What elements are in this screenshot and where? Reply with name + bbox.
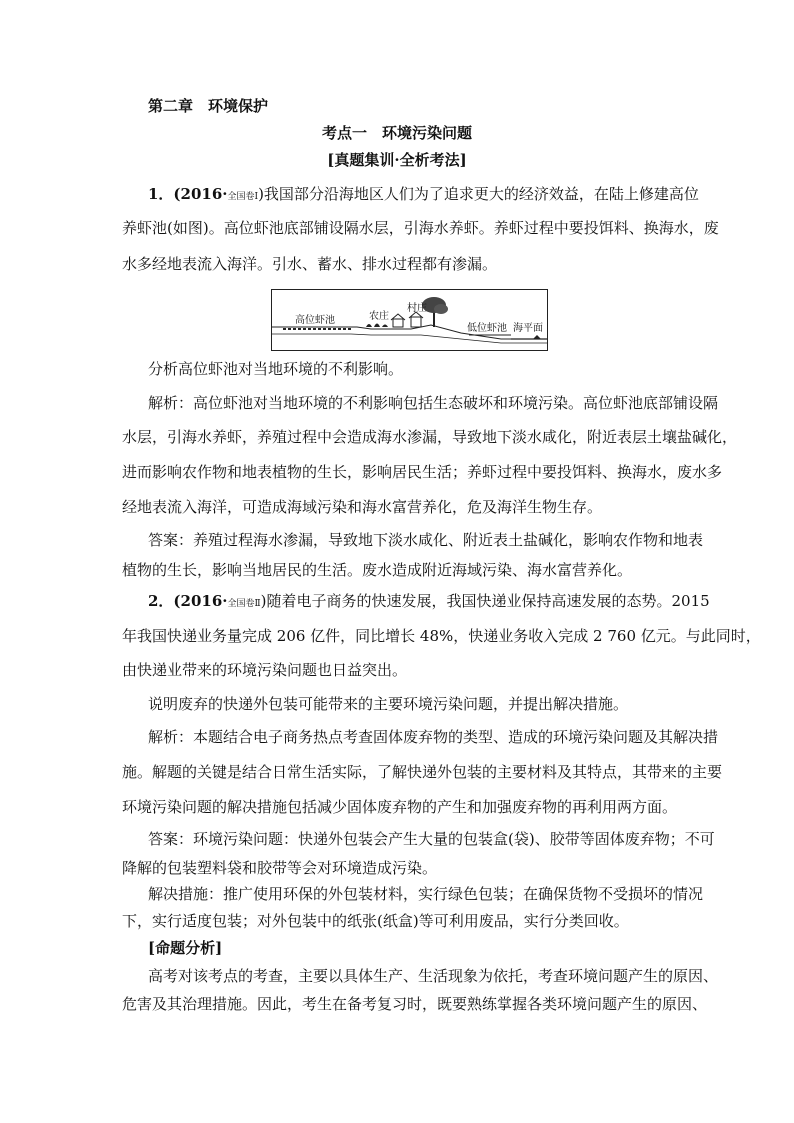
q2-line3: 由快递业带来的环境污染问题也日益突出。 <box>122 661 408 679</box>
diagram-svg <box>271 289 548 351</box>
analysis-tag: [命题分析] <box>148 939 223 957</box>
label-high-pond: 高位虾池 <box>295 315 335 326</box>
q2-line1 <box>148 591 710 614</box>
q2-answer-line: 解决措施：推广使用环保的外包装材料，实行绿色包装；在确保货物不受损坏的情况 <box>148 885 704 903</box>
section-tag: [真题集训·全析考法] <box>327 151 467 169</box>
q1-answer-line: 答案：养殖过程海水渗漏，导致地下淡水咸化、附近表土盐碱化，影响农作物和地表 <box>148 531 704 549</box>
q1-number: 1．(2016· <box>148 185 228 203</box>
q1-analysis-line: 经地表流入海洋，可造成海域污染和海水富营养化，危及海洋生物生存。 <box>122 498 603 516</box>
analysis-section-line: 危害及其治理措施。因此，考生在备考复习时，既要熟练掌握各类环境问题产生的原因、 <box>122 995 708 1013</box>
q1-source: 全国卷Ⅰ <box>227 192 259 202</box>
analysis-section-line: 高考对该考点的考查，主要以具体生产、生活现象为依托，考查环境问题产生的原因、 <box>148 967 719 985</box>
chapter-heading: 第二章 环境保护 <box>148 97 269 115</box>
q1-answer-line: 植物的生长，影响当地居民的生活。废水造成附近海域污染、海水富营养化。 <box>122 561 633 579</box>
q1-analysis-line: 进而影响农作物和地表植物的生长，影响居民生活；养虾过程中要投饵料、换海水，废水多 <box>122 463 723 481</box>
q2-answer-line: 下，实行适度包装；对外包装中的纸张(纸盒)等可利用废品，实行分类回收。 <box>122 912 629 930</box>
q2-line2: 年我国快递业务量完成 206 亿件，同比增长 48%，快递业务收入完成 2 760 亿元。与此同时， <box>122 627 761 645</box>
q2-number: 2．(2016· <box>148 592 228 610</box>
q1-line2: 养虾池(如图)。高位虾池底部铺设隔水层，引海水养虾。养虾过程中要投饵料、换海水，废 <box>122 219 719 237</box>
q2-analysis-line: 环境污染问题的解决措施包括减少固体废弃物的产生和加强废弃物的再利用两方面。 <box>122 798 678 816</box>
q2-analysis-line: 施。解题的关键是结合日常生活实际，了解快递外包装的主要材料及其特点，其带来的主要 <box>122 763 723 781</box>
q1-line1-text: )我国部分沿海地区人们为了追求更大的经济效益，在陆上修建高位 <box>258 185 699 203</box>
q1-analysis-line: 水层，引海水养虾，养殖过程中会造成海水渗漏，导致地下淡水咸化，附近表层土壤盐碱化， <box>122 428 738 446</box>
q2-answer-line: 降解的包装塑料袋和胶带等会对环境造成污染。 <box>122 859 438 877</box>
label-farm: 农庄 <box>369 311 389 322</box>
q2-source: 全国卷Ⅱ <box>227 599 261 609</box>
q2-answer-line: 答案：环境污染问题：快递外包装会产生大量的包装盒(袋)、胶带等固体废弃物；不可 <box>148 830 715 848</box>
q2-analysis-line: 解析：本题结合电子商务热点考查固体废弃物的类型、造成的环境污染问题及其解决措 <box>148 728 719 746</box>
label-low-pond: 低位虾池 <box>467 323 507 334</box>
label-village: 村庄 <box>407 303 427 314</box>
q2-question: 说明废弃的快递外包装可能带来的主要环境污染问题，并提出解决措施。 <box>148 695 629 713</box>
q1-line1 <box>148 184 699 207</box>
shrimp-pond-diagram <box>271 289 548 351</box>
q1-question: 分析高位虾池对当地环境的不利影响。 <box>148 360 404 378</box>
q1-line3: 水多经地表流入海洋。引水、蓄水、排水过程都有渗漏。 <box>122 255 498 273</box>
label-sea-level: 海平面 <box>513 323 543 334</box>
q2-line1-text: )随着电子商务的快速发展，我国快递业保持高速发展的态势。2015 <box>260 592 710 610</box>
section-title: 考点一 环境污染问题 <box>321 124 472 142</box>
q1-analysis-line: 解析：高位虾池对当地环境的不利影响包括生态破坏和环境污染。高位虾池底部铺设隔 <box>148 394 719 412</box>
